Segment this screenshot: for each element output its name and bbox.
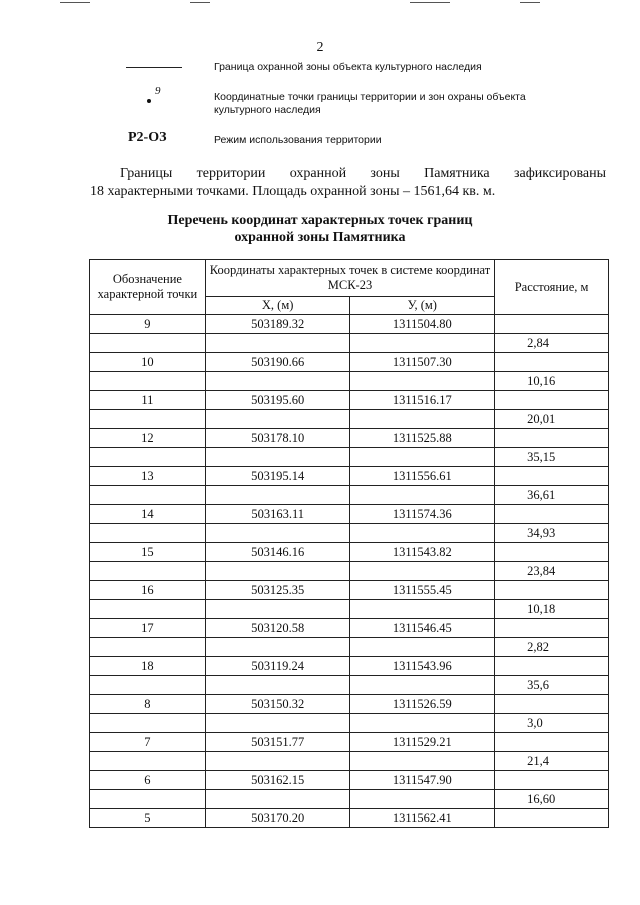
- y-coordinate-cell: 1311574.36: [350, 505, 495, 524]
- scan-edge-marks: [0, 0, 640, 8]
- x-coordinate-cell: 503170.20: [205, 809, 350, 828]
- point-name-cell: 8: [90, 695, 206, 714]
- table-row: [90, 771, 609, 790]
- point-dot-symbol: [147, 99, 151, 103]
- table-row: [90, 619, 609, 638]
- table-row: [90, 657, 609, 676]
- distance-cell: 10,18: [495, 600, 609, 619]
- x-coordinate-cell: 503146.16: [205, 543, 350, 562]
- point-name-cell: 7: [90, 733, 206, 752]
- point-name-cell: [90, 676, 206, 695]
- point-name-cell: 17: [90, 619, 206, 638]
- point-name-cell: [90, 334, 206, 353]
- x-coordinate-cell: [205, 790, 350, 809]
- distance-row: [90, 486, 609, 505]
- distance-row: [90, 790, 609, 809]
- y-coordinate-cell: [350, 600, 495, 619]
- x-coordinate-cell: 503163.11: [205, 505, 350, 524]
- distance-row: [90, 752, 609, 771]
- page-number: 2: [316, 40, 324, 55]
- legend-points-label: Координатные точки границы территории и зон охраны объекта культурного наследия: [214, 91, 526, 116]
- table-row: [90, 809, 609, 828]
- y-coordinate-cell: [350, 410, 495, 429]
- distance-cell: [495, 581, 609, 600]
- x-coordinate-cell: 503119.24: [205, 657, 350, 676]
- distance-cell: 35,6: [495, 676, 609, 695]
- distance-cell: 36,61: [495, 486, 609, 505]
- point-name-cell: [90, 790, 206, 809]
- regime-code: Р2-ОЗ: [128, 130, 167, 145]
- x-coordinate-cell: 503150.32: [205, 695, 350, 714]
- point-name-cell: 13: [90, 467, 206, 486]
- distance-cell: 21,4: [495, 752, 609, 771]
- x-coordinate-cell: [205, 334, 350, 353]
- point-name-cell: [90, 562, 206, 581]
- y-coordinate-cell: [350, 790, 495, 809]
- distance-cell: 2,82: [495, 638, 609, 657]
- point-name-cell: [90, 410, 206, 429]
- boundary-line-symbol: [126, 67, 182, 68]
- table-row: [90, 695, 609, 714]
- y-coordinate-cell: 1311543.82: [350, 543, 495, 562]
- y-coordinate-cell: [350, 448, 495, 467]
- header-coordinates: Координаты характерных точек в системе координат МСК-23: [205, 260, 494, 297]
- x-coordinate-cell: 503189.32: [205, 315, 350, 334]
- header-x: X, (м): [205, 297, 350, 315]
- y-coordinate-cell: 1311529.21: [350, 733, 495, 752]
- x-coordinate-cell: 503162.15: [205, 771, 350, 790]
- point-name-cell: 10: [90, 353, 206, 372]
- y-coordinate-cell: [350, 752, 495, 771]
- distance-cell: [495, 771, 609, 790]
- point-name-cell: 5: [90, 809, 206, 828]
- point-name-cell: [90, 638, 206, 657]
- y-coordinate-cell: [350, 334, 495, 353]
- distance-cell: [495, 733, 609, 752]
- table-title: [0, 212, 640, 246]
- y-coordinate-cell: 1311507.30: [350, 353, 495, 372]
- distance-row: [90, 562, 609, 581]
- x-coordinate-cell: [205, 410, 350, 429]
- y-coordinate-cell: [350, 486, 495, 505]
- point-name-cell: 14: [90, 505, 206, 524]
- distance-row: [90, 524, 609, 543]
- distance-cell: 20,01: [495, 410, 609, 429]
- x-coordinate-cell: 503151.77: [205, 733, 350, 752]
- table-row: [90, 315, 609, 334]
- y-coordinate-cell: 1311547.90: [350, 771, 495, 790]
- distance-cell: 2,84: [495, 334, 609, 353]
- y-coordinate-cell: [350, 562, 495, 581]
- table-title-line-2: охранной зоны Памятника: [234, 230, 406, 245]
- x-coordinate-cell: [205, 562, 350, 581]
- description-paragraph: [90, 165, 606, 201]
- point-name-cell: [90, 714, 206, 733]
- distance-cell: 35,15: [495, 448, 609, 467]
- point-name-cell: [90, 448, 206, 467]
- y-coordinate-cell: 1311525.88: [350, 429, 495, 448]
- point-name-cell: [90, 486, 206, 505]
- distance-cell: [495, 467, 609, 486]
- distance-row: [90, 676, 609, 695]
- distance-cell: [495, 657, 609, 676]
- point-name-cell: [90, 372, 206, 391]
- legend-boundary-label: Граница охранной зоны объекта культурного наследия: [214, 61, 482, 73]
- x-coordinate-cell: [205, 524, 350, 543]
- coordinates-table: [89, 259, 609, 828]
- distance-row: [90, 448, 609, 467]
- distance-cell: [495, 619, 609, 638]
- x-coordinate-cell: [205, 676, 350, 695]
- distance-row: [90, 372, 609, 391]
- table-body: [90, 315, 609, 828]
- x-coordinate-cell: [205, 448, 350, 467]
- y-coordinate-cell: 1311516.17: [350, 391, 495, 410]
- x-coordinate-cell: 503125.35: [205, 581, 350, 600]
- x-coordinate-cell: 503178.10: [205, 429, 350, 448]
- distance-row: [90, 410, 609, 429]
- x-coordinate-cell: [205, 372, 350, 391]
- y-coordinate-cell: 1311546.45: [350, 619, 495, 638]
- table-row: [90, 733, 609, 752]
- y-coordinate-cell: [350, 372, 495, 391]
- distance-cell: [495, 429, 609, 448]
- table-row: [90, 543, 609, 562]
- y-coordinate-cell: [350, 714, 495, 733]
- header-distance: Расстояние, м: [495, 260, 609, 315]
- point-name-cell: 11: [90, 391, 206, 410]
- table-row: [90, 391, 609, 410]
- legend-regime-label: Режим использования территории: [214, 134, 382, 146]
- distance-cell: 16,60: [495, 790, 609, 809]
- distance-row: [90, 714, 609, 733]
- y-coordinate-cell: [350, 524, 495, 543]
- y-coordinate-cell: 1311556.61: [350, 467, 495, 486]
- distance-cell: 10,16: [495, 372, 609, 391]
- table-row: [90, 505, 609, 524]
- y-coordinate-cell: [350, 676, 495, 695]
- x-coordinate-cell: [205, 486, 350, 505]
- point-name-cell: [90, 600, 206, 619]
- distance-cell: [495, 809, 609, 828]
- distance-cell: 34,93: [495, 524, 609, 543]
- table-row: [90, 429, 609, 448]
- header-y: У, (м): [350, 297, 495, 315]
- table-row: [90, 581, 609, 600]
- table-row: [90, 353, 609, 372]
- y-coordinate-cell: 1311562.41: [350, 809, 495, 828]
- distance-cell: 3,0: [495, 714, 609, 733]
- x-coordinate-cell: [205, 600, 350, 619]
- distance-cell: [495, 543, 609, 562]
- distance-row: [90, 638, 609, 657]
- point-name-cell: 9: [90, 315, 206, 334]
- point-name-cell: 16: [90, 581, 206, 600]
- distance-cell: [495, 391, 609, 410]
- table-title-line-1: Перечень координат характерных точек границ: [167, 213, 473, 228]
- x-coordinate-cell: 503195.60: [205, 391, 350, 410]
- x-coordinate-cell: [205, 638, 350, 657]
- distance-cell: [495, 353, 609, 372]
- distance-row: [90, 600, 609, 619]
- point-name-cell: 12: [90, 429, 206, 448]
- distance-cell: 23,84: [495, 562, 609, 581]
- y-coordinate-cell: 1311504.80: [350, 315, 495, 334]
- point-name-cell: [90, 752, 206, 771]
- distance-row: [90, 334, 609, 353]
- point-name-cell: [90, 524, 206, 543]
- paragraph-line-2: 18 характерными точками. Площадь охранной зоны – 1561,64 кв. м.: [90, 184, 496, 199]
- y-coordinate-cell: [350, 638, 495, 657]
- x-coordinate-cell: [205, 714, 350, 733]
- point-name-cell: 18: [90, 657, 206, 676]
- x-coordinate-cell: [205, 752, 350, 771]
- paragraph-line-1: Границы территории охранной зоны Памятника зафиксированы: [120, 166, 606, 181]
- x-coordinate-cell: 503120.58: [205, 619, 350, 638]
- x-coordinate-cell: 503190.66: [205, 353, 350, 372]
- header-point: Обозначение характерной точки: [90, 260, 206, 315]
- y-coordinate-cell: 1311555.45: [350, 581, 495, 600]
- point-name-cell: 6: [90, 771, 206, 790]
- point-name-cell: 15: [90, 543, 206, 562]
- distance-cell: [495, 695, 609, 714]
- x-coordinate-cell: 503195.14: [205, 467, 350, 486]
- y-coordinate-cell: 1311543.96: [350, 657, 495, 676]
- distance-cell: [495, 505, 609, 524]
- y-coordinate-cell: 1311526.59: [350, 695, 495, 714]
- distance-cell: [495, 315, 609, 334]
- point-number-symbol: 9: [155, 85, 161, 97]
- table-row: [90, 467, 609, 486]
